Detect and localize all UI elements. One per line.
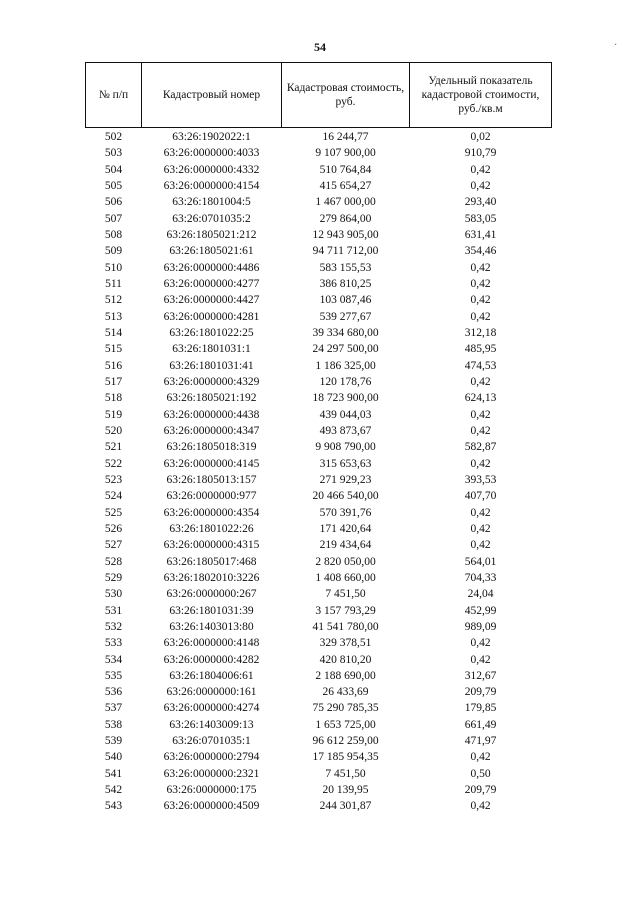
cadastral-value: 1 186 325,00 xyxy=(315,359,376,372)
table-row xyxy=(86,341,552,357)
cadastral-value: 9 107 900,00 xyxy=(315,147,376,160)
specific-value: 0,42 xyxy=(470,277,491,290)
row-number: 537 xyxy=(104,702,123,715)
header-row xyxy=(86,63,552,128)
table-row xyxy=(86,619,552,635)
header-cadastral-value: Кадастровая стоимость, руб. xyxy=(282,63,410,128)
specific-value: 209,79 xyxy=(464,686,497,699)
cadastral-value: 96 612 259,00 xyxy=(312,735,379,748)
table-row xyxy=(86,390,552,406)
row-number: 503 xyxy=(104,147,123,160)
row-number: 505 xyxy=(104,179,123,192)
cadastral-number: 63:26:0000000:4354 xyxy=(163,506,260,519)
table-row xyxy=(86,603,552,619)
cadastral-number: 63:26:1801022:25 xyxy=(169,326,254,339)
cadastral-number: 63:26:0000000:4145 xyxy=(163,457,260,470)
row-number: 514 xyxy=(104,326,123,339)
row-number: 506 xyxy=(104,196,123,209)
cadastral-number: 63:26:0000000:4332 xyxy=(163,163,260,176)
cadastral-number: 63:26:0000000:4281 xyxy=(163,310,260,323)
cadastral-value: 583 155,53 xyxy=(319,261,372,274)
table-row xyxy=(86,211,552,227)
specific-value: 179,85 xyxy=(464,702,497,715)
table-row xyxy=(86,554,552,570)
row-number: 533 xyxy=(104,637,123,650)
cadastral-number: 63:26:0000000:4329 xyxy=(163,375,260,388)
row-number: 507 xyxy=(104,212,123,225)
table-row xyxy=(86,162,552,178)
cadastral-value: 120 178,76 xyxy=(319,375,372,388)
specific-value: 0,42 xyxy=(470,800,491,813)
cadastral-table xyxy=(85,62,552,815)
row-number: 534 xyxy=(104,653,123,666)
cadastral-number: 63:26:0000000:267 xyxy=(166,588,257,601)
table-row xyxy=(86,194,552,210)
cadastral-number: 63:26:0000000:161 xyxy=(166,686,257,699)
specific-value: 0,42 xyxy=(470,163,491,176)
table-row xyxy=(86,684,552,700)
row-number: 519 xyxy=(104,408,123,421)
specific-value: 0,42 xyxy=(470,539,491,552)
table-row xyxy=(86,782,552,798)
table-row xyxy=(86,505,552,521)
cadastral-number: 63:26:1801004:5 xyxy=(172,196,251,209)
cadastral-value: 9 908 790,00 xyxy=(315,441,376,454)
specific-value: 661,49 xyxy=(464,718,497,731)
cadastral-value: 539 277,67 xyxy=(319,310,372,323)
cadastral-value: 12 943 905,00 xyxy=(312,228,379,241)
cadastral-value: 244 301,87 xyxy=(319,800,372,813)
specific-value: 582,87 xyxy=(464,441,497,454)
cadastral-number: 63:26:0000000:2794 xyxy=(163,751,260,764)
cadastral-number: 63:26:0000000:4347 xyxy=(163,424,260,437)
cadastral-value: 20 139,95 xyxy=(322,784,369,797)
specific-value: 312,67 xyxy=(464,669,497,682)
cadastral-number: 63:26:0000000:175 xyxy=(166,784,257,797)
cadastral-number: 63:26:1805018:319 xyxy=(166,441,257,454)
table-row xyxy=(86,374,552,390)
cadastral-value: 75 290 785,35 xyxy=(312,702,379,715)
table-row xyxy=(86,700,552,716)
cadastral-number: 63:26:0000000:4277 xyxy=(163,277,260,290)
cadastral-value: 2 820 050,00 xyxy=(315,555,376,568)
row-number: 521 xyxy=(104,441,123,454)
cadastral-value: 3 157 793,29 xyxy=(315,604,376,617)
cadastral-number: 63:26:1804006:61 xyxy=(169,669,254,682)
row-number: 516 xyxy=(104,359,123,372)
header-cadastral-number: Кадастровый номер xyxy=(142,63,282,128)
table-row xyxy=(86,128,552,146)
row-number: 542 xyxy=(104,784,123,797)
header-specific-value: Удельный показатель кадастровой стоимости, руб./кв.м xyxy=(410,63,552,128)
cadastral-number: 63:26:0000000:977 xyxy=(166,490,257,503)
row-number: 536 xyxy=(104,686,123,699)
cadastral-value: 7 451,50 xyxy=(325,588,366,601)
cadastral-value: 16 244,77 xyxy=(322,131,369,143)
row-number: 520 xyxy=(104,424,123,437)
row-number: 540 xyxy=(104,751,123,764)
table-row xyxy=(86,586,552,602)
row-number: 515 xyxy=(104,343,123,356)
row-number: 511 xyxy=(105,277,122,290)
table-row xyxy=(86,733,552,749)
table-row xyxy=(86,668,552,684)
specific-value: 24,04 xyxy=(467,588,494,601)
specific-value: 474,53 xyxy=(464,359,497,372)
cadastral-value: 415 654,27 xyxy=(319,179,372,192)
specific-value: 0,42 xyxy=(470,522,491,535)
specific-value: 631,41 xyxy=(464,228,497,241)
cadastral-value: 315 653,63 xyxy=(319,457,372,470)
table-row xyxy=(86,472,552,488)
cadastral-number: 63:26:0000000:4486 xyxy=(163,261,260,274)
row-number: 526 xyxy=(104,522,123,535)
row-number: 525 xyxy=(104,506,123,519)
cadastral-number: 63:26:1801022:26 xyxy=(169,522,254,535)
cadastral-number: 63:26:0000000:4315 xyxy=(163,539,260,552)
table-row xyxy=(86,292,552,308)
specific-value: 354,46 xyxy=(464,245,497,258)
cadastral-number: 63:26:0701035:2 xyxy=(172,212,251,225)
cadastral-number: 63:26:0000000:4509 xyxy=(163,800,260,813)
cadastral-value: 39 334 680,00 xyxy=(312,326,379,339)
specific-value: 0,42 xyxy=(470,179,491,192)
cadastral-number: 63:26:0000000:2321 xyxy=(163,767,260,780)
cadastral-number: 63:26:1805021:212 xyxy=(166,228,257,241)
specific-value: 0,42 xyxy=(470,310,491,323)
table-row xyxy=(86,260,552,276)
row-number: 543 xyxy=(104,800,123,813)
cadastral-value: 2 188 690,00 xyxy=(315,669,376,682)
specific-value: 485,95 xyxy=(464,343,497,356)
table-row xyxy=(86,488,552,504)
cadastral-value: 510 764,84 xyxy=(319,163,372,176)
specific-value: 0,42 xyxy=(470,751,491,764)
cadastral-value: 271 929,23 xyxy=(319,473,372,486)
table-row xyxy=(86,276,552,292)
cadastral-number: 63:26:1902022:1 xyxy=(172,131,251,143)
specific-value: 471,97 xyxy=(464,735,497,748)
cadastral-value: 26 433,69 xyxy=(322,686,369,699)
cadastral-number: 63:26:1801031:1 xyxy=(172,343,251,356)
table-row xyxy=(86,325,552,341)
cadastral-number: 63:26:0000000:4438 xyxy=(163,408,260,421)
table-row xyxy=(86,652,552,668)
cadastral-number: 63:26:0000000:4033 xyxy=(163,147,260,160)
cadastral-number: 63:26:1805017:468 xyxy=(166,555,257,568)
row-number: 541 xyxy=(104,767,123,780)
specific-value: 0,42 xyxy=(470,506,491,519)
cadastral-value: 386 810,25 xyxy=(319,277,372,290)
specific-value: 407,70 xyxy=(464,490,497,503)
table-row xyxy=(86,766,552,782)
specific-value: 0,42 xyxy=(470,261,491,274)
cadastral-number: 63:26:0000000:4282 xyxy=(163,653,260,666)
specific-value: 393,53 xyxy=(464,473,497,486)
row-number: 528 xyxy=(104,555,123,568)
specific-value: 293,40 xyxy=(464,196,497,209)
row-number: 510 xyxy=(104,261,123,274)
cadastral-value: 1 408 660,00 xyxy=(315,571,376,584)
cadastral-value: 1 653 725,00 xyxy=(315,718,376,731)
specific-value: 312,18 xyxy=(464,326,497,339)
specific-value: 989,09 xyxy=(464,620,497,633)
cadastral-value: 171 420,64 xyxy=(319,522,372,535)
specific-value: 0,42 xyxy=(470,653,491,666)
specific-value: 704,33 xyxy=(464,571,497,584)
cadastral-number: 63:26:0000000:4274 xyxy=(163,702,260,715)
table-row xyxy=(86,717,552,733)
cadastral-number: 63:26:0000000:4427 xyxy=(163,294,260,307)
row-number: 535 xyxy=(104,669,123,682)
cadastral-number: 63:26:1802010:3226 xyxy=(163,571,260,584)
table-header xyxy=(86,63,552,128)
cadastral-value: 7 451,50 xyxy=(325,767,366,780)
table-row xyxy=(86,521,552,537)
table-row xyxy=(86,749,552,765)
table-body xyxy=(86,128,552,815)
row-number: 513 xyxy=(104,310,123,323)
row-number: 502 xyxy=(104,131,123,143)
table-row xyxy=(86,635,552,651)
table-row xyxy=(86,439,552,455)
cadastral-value: 219 434,64 xyxy=(319,539,372,552)
cadastral-number: 63:26:1801031:41 xyxy=(169,359,254,372)
specific-value: 583,05 xyxy=(464,212,497,225)
cadastral-value: 41 541 780,00 xyxy=(312,620,379,633)
row-number: 538 xyxy=(104,718,123,731)
page-number: 54 xyxy=(314,40,326,54)
table-row xyxy=(86,243,552,259)
cadastral-value: 570 391,76 xyxy=(319,506,372,519)
specific-value: 0,42 xyxy=(470,375,491,388)
cadastral-value: 103 087,46 xyxy=(319,294,372,307)
table-row xyxy=(86,407,552,423)
table-row xyxy=(86,798,552,814)
row-number: 518 xyxy=(104,392,123,405)
cadastral-value: 94 711 712,00 xyxy=(312,245,379,258)
cadastral-number: 63:26:1403013:80 xyxy=(169,620,254,633)
table-row xyxy=(86,309,552,325)
cadastral-value: 279 864,00 xyxy=(319,212,372,225)
specific-value: 209,79 xyxy=(464,784,497,797)
row-number: 539 xyxy=(104,735,123,748)
cadastral-value: 329 378,51 xyxy=(319,637,372,650)
specific-value: 0,50 xyxy=(470,767,491,780)
row-number: 522 xyxy=(104,457,123,470)
specific-value: 0,02 xyxy=(470,131,491,143)
cadastral-number: 63:26:0000000:4148 xyxy=(163,637,260,650)
table-row xyxy=(86,227,552,243)
cadastral-value: 420 810,20 xyxy=(319,653,372,666)
cadastral-number: 63:26:1801031:39 xyxy=(169,604,254,617)
table-row xyxy=(86,423,552,439)
specific-value: 910,79 xyxy=(464,147,497,160)
row-number: 529 xyxy=(104,571,123,584)
row-number: 508 xyxy=(104,228,123,241)
table-row xyxy=(86,145,552,161)
cadastral-value: 24 297 500,00 xyxy=(312,343,379,356)
specific-value: 624,13 xyxy=(464,392,497,405)
cadastral-value: 439 044,03 xyxy=(319,408,372,421)
row-number: 527 xyxy=(104,539,123,552)
specific-value: 564,01 xyxy=(464,555,497,568)
row-number: 531 xyxy=(104,604,123,617)
table-row xyxy=(86,178,552,194)
specific-value: 452,99 xyxy=(464,604,497,617)
row-number: 523 xyxy=(104,473,123,486)
row-number: 517 xyxy=(104,375,123,388)
cadastral-value: 17 185 954,35 xyxy=(312,751,379,764)
cadastral-number: 63:26:1403009:13 xyxy=(169,718,254,731)
row-number: 524 xyxy=(104,490,123,503)
cadastral-number: 63:26:0701035:1 xyxy=(172,735,251,748)
header-number: № п/п xyxy=(86,63,142,128)
cadastral-table-container xyxy=(85,62,551,815)
specific-value: 0,42 xyxy=(470,637,491,650)
cadastral-value: 18 723 900,00 xyxy=(312,392,379,405)
cadastral-value: 20 466 540,00 xyxy=(312,490,379,503)
row-number: 530 xyxy=(104,588,123,601)
specific-value: 0,42 xyxy=(470,457,491,470)
table-row xyxy=(86,456,552,472)
specific-value: 0,42 xyxy=(470,424,491,437)
specific-value: 0,42 xyxy=(470,294,491,307)
table-row xyxy=(86,537,552,553)
table-row xyxy=(86,570,552,586)
scan-mark: · xyxy=(614,40,618,51)
specific-value: 0,42 xyxy=(470,408,491,421)
cadastral-number: 63:26:0000000:4154 xyxy=(163,179,260,192)
row-number: 504 xyxy=(104,163,123,176)
cadastral-number: 63:26:1805021:192 xyxy=(166,392,257,405)
cadastral-number: 63:26:1805013:157 xyxy=(166,473,257,486)
row-number: 532 xyxy=(104,620,123,633)
cadastral-value: 493 873,67 xyxy=(319,424,372,437)
row-number: 512 xyxy=(104,294,123,307)
row-number: 509 xyxy=(104,245,123,258)
table-row xyxy=(86,358,552,374)
cadastral-value: 1 467 000,00 xyxy=(315,196,376,209)
cadastral-number: 63:26:1805021:61 xyxy=(169,245,254,258)
